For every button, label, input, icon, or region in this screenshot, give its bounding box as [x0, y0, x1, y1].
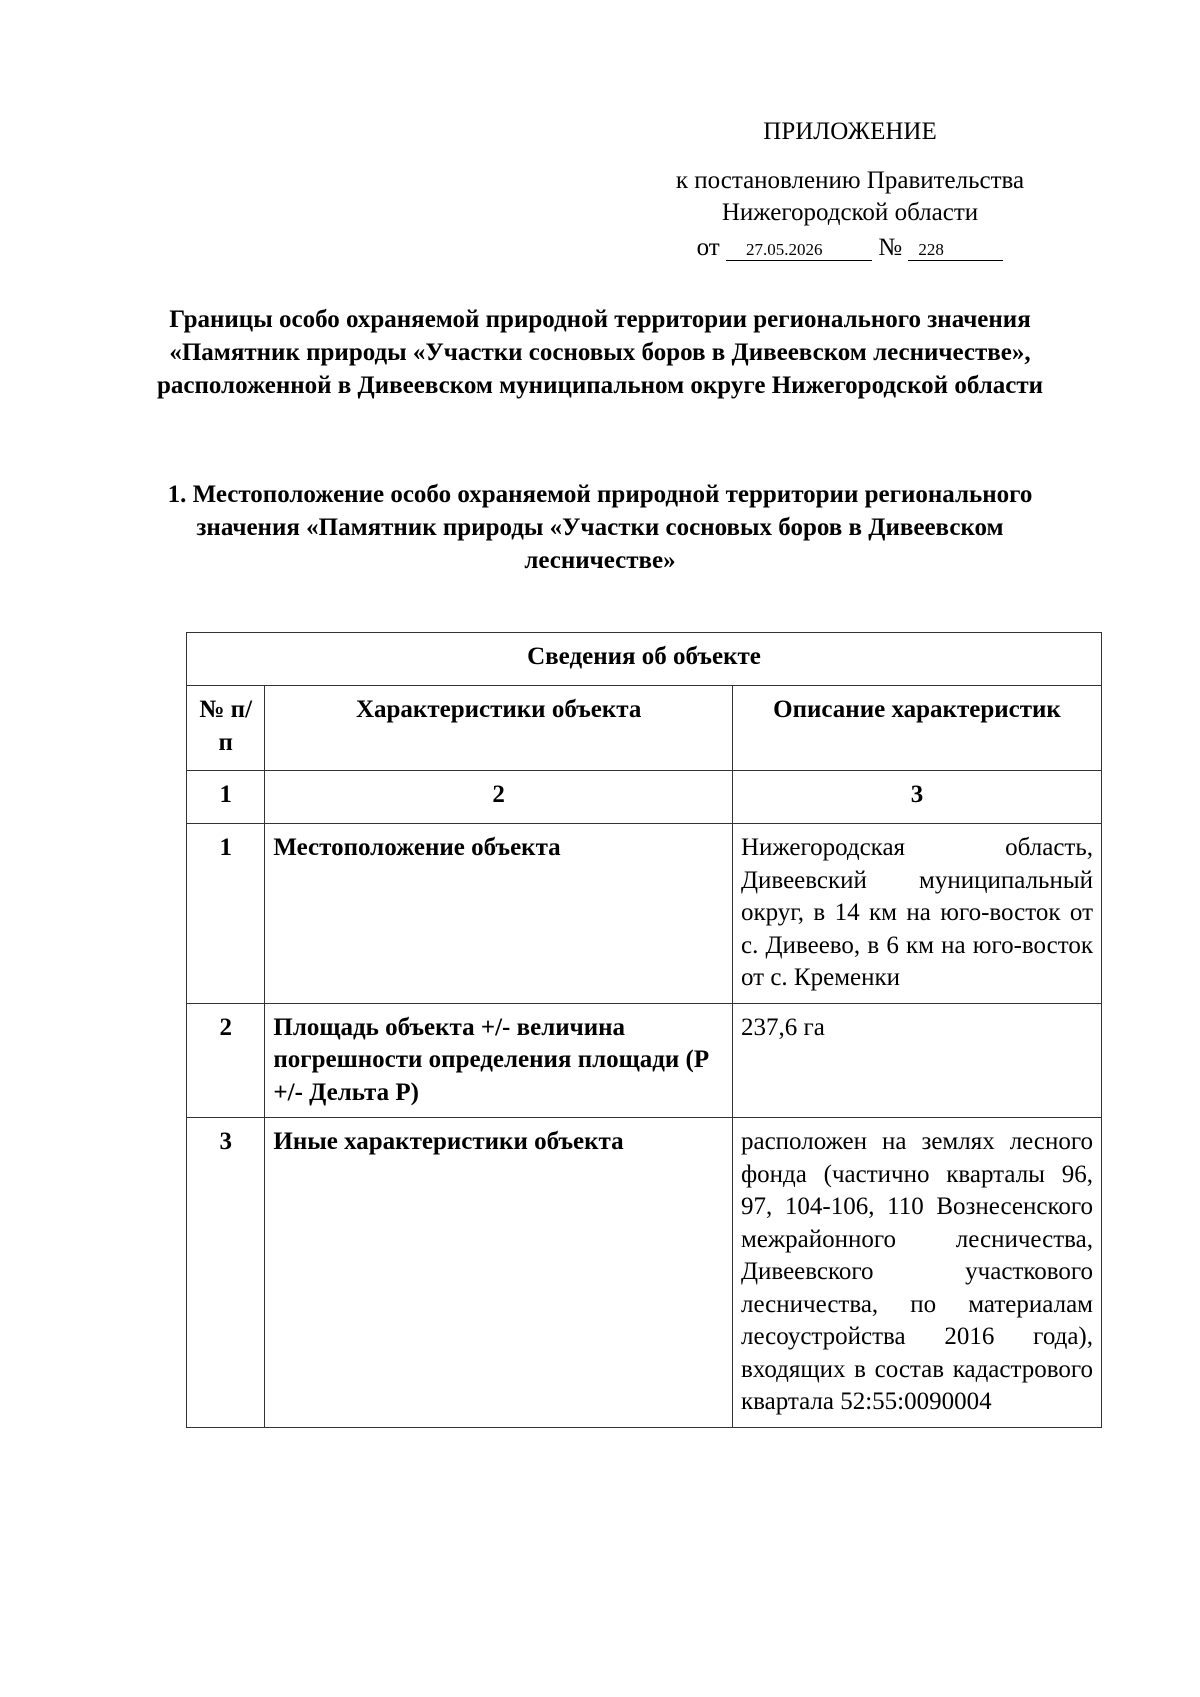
row-characteristic: Иные характеристики объекта — [265, 1118, 733, 1428]
column-index-cell: 2 — [265, 771, 733, 824]
appendix-decree-line: к постановлению Правительства — [675, 167, 1025, 194]
row-number: 3 — [187, 1118, 265, 1428]
header-description: Описание характеристик — [732, 686, 1101, 771]
number-sign: № — [878, 234, 903, 261]
row-characteristic: Площадь объекта +/- величина погрешности определения площади (P +/- Дельта P) — [265, 1003, 733, 1118]
appendix-date-number-line — [560, 232, 1140, 263]
row-number: 2 — [187, 1003, 265, 1118]
table-row — [187, 824, 1102, 1004]
table-caption-row — [187, 633, 1102, 686]
table-header-row — [187, 686, 1102, 771]
appendix-title: ПРИЛОЖЕНИЕ — [763, 118, 937, 145]
document-title: Границы особо охраняемой природной территории регионального значения «Памятник природы «Участки сосновых боров в Дивеевском лесничестве», расположенной в Дивеевском муниципальном округе Нижегородской области — [156, 306, 1044, 399]
row-description: 237,6 га — [732, 1003, 1101, 1118]
decree-number: 228 — [908, 240, 1003, 261]
header-num: № п/п — [187, 686, 265, 771]
date-prefix: от — [696, 234, 720, 261]
row-number: 1 — [187, 824, 265, 1004]
appendix-region-line: Нижегородской области — [721, 199, 979, 226]
column-index-row — [187, 771, 1102, 824]
row-characteristic: Местоположение объекта — [265, 824, 733, 1004]
section-heading: 1. Местоположение особо охраняемой природной территории регионального значения «Памятник природы «Участки сосновых боров в Дивеевском лесничестве» — [167, 481, 1033, 574]
column-index-cell: 1 — [187, 771, 265, 824]
decree-date: 27.05.2026 — [726, 240, 872, 261]
table-caption: Сведения об объекте — [187, 633, 1102, 686]
row-description: Нижегородская область, Дивеевский муниципальный округ, в 14 км на юго-восток от с. Дивеево, в 6 км на юго-восток от с. Кременки — [732, 824, 1101, 1004]
column-index-cell: 3 — [732, 771, 1101, 824]
header-characteristic: Характеристики объекта — [265, 686, 733, 771]
table-row — [187, 1118, 1102, 1428]
object-info-table — [186, 632, 1102, 1428]
table-row — [187, 1003, 1102, 1118]
row-description: расположен на землях лесного фонда (частично кварталы 96, 97, 104-106, 110 Вознесенского межрайонного лесничества, Дивеевского участкового лесничества, по материалам лесоустройства 2016 года), входящих в состав кадастрового квартала 52:55:0090004 — [732, 1118, 1101, 1428]
